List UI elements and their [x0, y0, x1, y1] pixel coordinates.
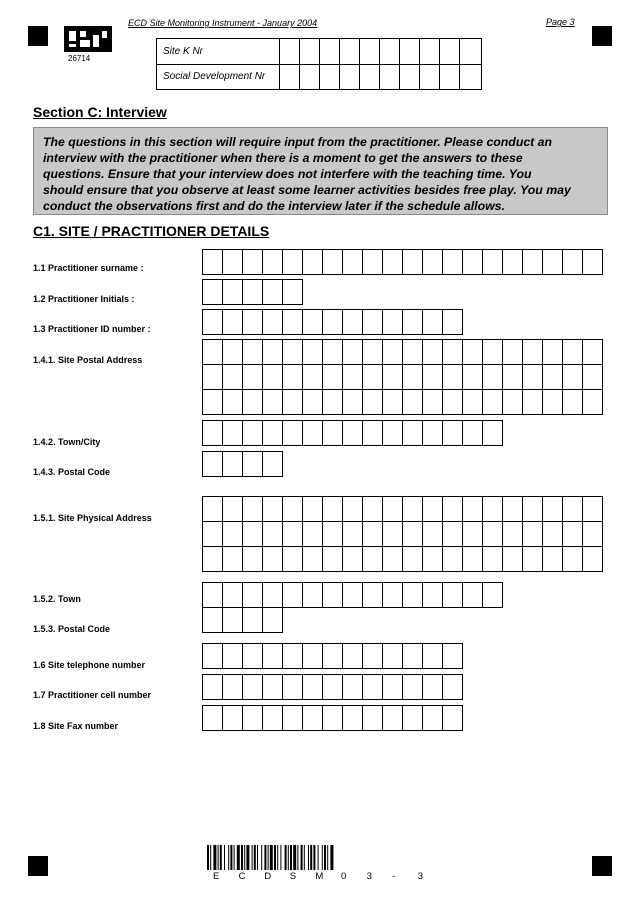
- telephone-input-grid[interactable]: [202, 643, 463, 669]
- initials-label: 1.2 Practitioner Initials :: [33, 294, 135, 304]
- registration-mark-top-right: [592, 26, 612, 46]
- section-title: Section C: Interview: [33, 104, 167, 120]
- form-logo-icon: [64, 26, 112, 52]
- input-cell[interactable]: [223, 250, 243, 275]
- input-cell[interactable]: [483, 365, 503, 390]
- input-cell[interactable]: [323, 522, 343, 547]
- input-cell[interactable]: [443, 365, 463, 390]
- input-cell[interactable]: [443, 547, 463, 572]
- input-cell[interactable]: [283, 644, 303, 669]
- input-cell[interactable]: [203, 280, 223, 305]
- input-cell[interactable]: [343, 583, 363, 608]
- input-cell[interactable]: [483, 421, 503, 446]
- input-cell[interactable]: [523, 340, 543, 365]
- physical-address-label: 1.5.1. Site Physical Address: [33, 513, 152, 523]
- input-cell[interactable]: [283, 547, 303, 572]
- input-cell[interactable]: [363, 675, 383, 700]
- input-cell[interactable]: [423, 310, 443, 335]
- input-cell[interactable]: [383, 497, 403, 522]
- input-cell[interactable]: [443, 497, 463, 522]
- input-cell[interactable]: [323, 250, 343, 275]
- barcode-icon: [207, 845, 429, 870]
- input-cell[interactable]: [263, 280, 283, 305]
- input-cell[interactable]: [383, 390, 403, 415]
- postal-code-label: 1.4.3. Postal Code: [33, 467, 111, 477]
- barcode-char: -: [392, 871, 396, 882]
- input-cell[interactable]: [363, 644, 383, 669]
- input-cell[interactable]: [343, 340, 363, 365]
- input-cell[interactable]: [543, 497, 563, 522]
- input-cell[interactable]: [443, 583, 463, 608]
- input-cell[interactable]: [403, 365, 423, 390]
- input-cell[interactable]: [383, 421, 403, 446]
- input-cell[interactable]: [423, 250, 443, 275]
- input-cell[interactable]: [203, 250, 223, 275]
- input-cell[interactable]: [343, 522, 363, 547]
- fax-input-grid[interactable]: [202, 705, 463, 731]
- input-cell[interactable]: [423, 390, 443, 415]
- input-cell[interactable]: [303, 522, 323, 547]
- input-cell[interactable]: [583, 250, 603, 275]
- input-cell[interactable]: [363, 497, 383, 522]
- input-cell[interactable]: [523, 497, 543, 522]
- input-cell[interactable]: [363, 365, 383, 390]
- social-dev-row: [157, 64, 481, 89]
- physical-address-input-grid[interactable]: [202, 496, 603, 572]
- input-cell[interactable]: [383, 522, 403, 547]
- input-cell[interactable]: [403, 644, 423, 669]
- input-cell[interactable]: [263, 310, 283, 335]
- input-cell[interactable]: [263, 365, 283, 390]
- input-cell[interactable]: [223, 421, 243, 446]
- input-cell[interactable]: [223, 547, 243, 572]
- input-cell[interactable]: [243, 250, 263, 275]
- input-cell[interactable]: [363, 421, 383, 446]
- input-cell[interactable]: [523, 547, 543, 572]
- input-cell[interactable]: [283, 390, 303, 415]
- input-cell[interactable]: [503, 497, 523, 522]
- input-cell[interactable]: [503, 522, 523, 547]
- input-cell[interactable]: [223, 340, 243, 365]
- input-cell[interactable]: [223, 608, 243, 633]
- barcode-char: D: [264, 871, 272, 882]
- input-cell[interactable]: [383, 675, 403, 700]
- input-cell[interactable]: [223, 280, 243, 305]
- instructions-line: conduct the observations first and do the interview later if the schedule allows.: [43, 199, 505, 213]
- input-cell[interactable]: [543, 547, 563, 572]
- input-cell[interactable]: [563, 497, 583, 522]
- input-cell[interactable]: [483, 497, 503, 522]
- barcode-char: 0: [340, 871, 347, 882]
- input-cell[interactable]: [523, 390, 543, 415]
- barcode-char: E: [213, 871, 220, 882]
- input-cell[interactable]: [283, 522, 303, 547]
- input-cell[interactable]: [443, 706, 463, 731]
- input-cell[interactable]: [203, 583, 223, 608]
- input-cell[interactable]: [323, 706, 343, 731]
- input-cell[interactable]: [463, 497, 483, 522]
- physical-postal-code-label: 1.5.3. Postal Code: [33, 624, 111, 634]
- input-cell[interactable]: [403, 497, 423, 522]
- input-cell[interactable]: [223, 644, 243, 669]
- input-cell[interactable]: [443, 340, 463, 365]
- input-cell[interactable]: [283, 675, 303, 700]
- input-cell[interactable]: [563, 390, 583, 415]
- telephone-label: 1.6 Site telephone number: [33, 660, 146, 670]
- input-cell[interactable]: [363, 547, 383, 572]
- input-cell[interactable]: [203, 644, 223, 669]
- input-cell[interactable]: [203, 310, 223, 335]
- input-cell[interactable]: [283, 583, 303, 608]
- town-input-grid[interactable]: [202, 582, 503, 608]
- input-cell[interactable]: [263, 497, 283, 522]
- input-cell[interactable]: [203, 452, 223, 477]
- input-cell[interactable]: [343, 547, 363, 572]
- physical-postal-code-input-grid[interactable]: [202, 607, 283, 633]
- input-cell[interactable]: [223, 497, 243, 522]
- input-cell[interactable]: [243, 547, 263, 572]
- input-cell[interactable]: [283, 497, 303, 522]
- input-cell[interactable]: [243, 340, 263, 365]
- input-cell[interactable]: [403, 522, 423, 547]
- instructions-box: [33, 127, 608, 215]
- input-cell[interactable]: [343, 497, 363, 522]
- input-cell[interactable]: [323, 497, 343, 522]
- cell-label: 1.7 Practitioner cell number: [33, 690, 152, 700]
- input-cell[interactable]: [323, 340, 343, 365]
- input-cell[interactable]: [423, 547, 443, 572]
- input-cell[interactable]: [423, 644, 443, 669]
- input-cell[interactable]: [223, 675, 243, 700]
- input-cell[interactable]: [383, 365, 403, 390]
- input-cell[interactable]: [363, 706, 383, 731]
- input-cell[interactable]: [243, 365, 263, 390]
- input-cell[interactable]: [263, 547, 283, 572]
- input-cell[interactable]: [463, 365, 483, 390]
- input-cell[interactable]: [363, 340, 383, 365]
- input-cell[interactable]: [443, 310, 463, 335]
- input-cell[interactable]: [363, 250, 383, 275]
- input-cell[interactable]: [343, 675, 363, 700]
- input-cell[interactable]: [203, 497, 223, 522]
- input-cell[interactable]: [303, 706, 323, 731]
- input-cell[interactable]: [383, 250, 403, 275]
- input-cell[interactable]: [283, 310, 303, 335]
- input-cell[interactable]: [223, 390, 243, 415]
- input-cell[interactable]: [403, 310, 423, 335]
- input-cell[interactable]: [323, 675, 343, 700]
- input-cell[interactable]: [323, 390, 343, 415]
- input-cell[interactable]: [263, 452, 283, 477]
- input-cell[interactable]: [543, 340, 563, 365]
- input-cell[interactable]: [203, 547, 223, 572]
- input-cell[interactable]: [243, 522, 263, 547]
- input-cell[interactable]: [443, 675, 463, 700]
- input-cell[interactable]: [483, 250, 503, 275]
- input-cell[interactable]: [483, 522, 503, 547]
- input-cell[interactable]: [403, 706, 423, 731]
- input-cell[interactable]: [303, 390, 323, 415]
- input-cell[interactable]: [503, 250, 523, 275]
- input-cell[interactable]: [483, 390, 503, 415]
- input-cell[interactable]: [323, 644, 343, 669]
- input-cell[interactable]: [403, 340, 423, 365]
- input-cell[interactable]: [463, 547, 483, 572]
- input-cell[interactable]: [303, 675, 323, 700]
- input-cell[interactable]: [383, 310, 403, 335]
- site-k-label: Site K Nr: [163, 46, 204, 57]
- input-cell[interactable]: [463, 522, 483, 547]
- input-cell[interactable]: [423, 675, 443, 700]
- cell-input-grid[interactable]: [202, 674, 463, 700]
- input-cell[interactable]: [523, 365, 543, 390]
- input-cell[interactable]: [263, 250, 283, 275]
- input-cell[interactable]: [403, 583, 423, 608]
- input-cell[interactable]: [423, 706, 443, 731]
- input-cell[interactable]: [543, 250, 563, 275]
- postal-code-input-grid[interactable]: [202, 451, 283, 477]
- input-cell[interactable]: [283, 421, 303, 446]
- input-cell[interactable]: [303, 310, 323, 335]
- input-cell[interactable]: [303, 421, 323, 446]
- input-cell[interactable]: [423, 522, 443, 547]
- input-cell[interactable]: [543, 365, 563, 390]
- input-cell[interactable]: [203, 390, 223, 415]
- input-cell[interactable]: [323, 310, 343, 335]
- town-label: 1.5.2. Town: [33, 594, 81, 604]
- input-cell[interactable]: [243, 421, 263, 446]
- input-cell[interactable]: [583, 547, 603, 572]
- input-cell[interactable]: [583, 390, 603, 415]
- input-cell[interactable]: [223, 365, 243, 390]
- registration-mark-top-left: [28, 26, 48, 46]
- input-cell[interactable]: [223, 310, 243, 335]
- input-cell[interactable]: [283, 280, 303, 305]
- barcode-char: C: [238, 871, 246, 882]
- input-cell[interactable]: [343, 250, 363, 275]
- postal-address-label: 1.4.1. Site Postal Address: [33, 355, 143, 365]
- input-cell[interactable]: [323, 547, 343, 572]
- input-cell[interactable]: [463, 421, 483, 446]
- social-dev-cells[interactable]: [279, 64, 479, 89]
- input-cell[interactable]: [283, 365, 303, 390]
- input-cell[interactable]: [503, 390, 523, 415]
- input-cell[interactable]: [583, 522, 603, 547]
- id-number-label: 1.3 Practitioner ID number :: [33, 324, 151, 334]
- postal-address-input-grid[interactable]: [202, 339, 603, 415]
- instructions-line: should ensure that you observe at least some learner activities besides free play. You may: [43, 183, 571, 197]
- input-cell[interactable]: [243, 452, 263, 477]
- input-cell[interactable]: [223, 706, 243, 731]
- input-cell[interactable]: [443, 421, 463, 446]
- input-cell[interactable]: [403, 390, 423, 415]
- site-k-cells[interactable]: [279, 39, 479, 64]
- input-cell[interactable]: [423, 583, 443, 608]
- input-cell[interactable]: [363, 583, 383, 608]
- input-cell[interactable]: [283, 706, 303, 731]
- input-cell[interactable]: [203, 522, 223, 547]
- form-number: 26714: [68, 54, 91, 63]
- input-cell[interactable]: [443, 390, 463, 415]
- registration-mark-bottom-right: [592, 856, 612, 876]
- input-cell[interactable]: [583, 340, 603, 365]
- input-cell[interactable]: [243, 706, 263, 731]
- input-cell[interactable]: [263, 340, 283, 365]
- input-cell[interactable]: [503, 365, 523, 390]
- surname-label: 1.1 Practitioner surname :: [33, 263, 144, 273]
- input-cell[interactable]: [303, 583, 323, 608]
- barcode-text: [213, 871, 443, 882]
- input-cell[interactable]: [563, 547, 583, 572]
- input-cell[interactable]: [203, 365, 223, 390]
- instructions-line: questions. Ensure that your interview does not interfere with the teaching time. You: [43, 167, 532, 181]
- input-cell[interactable]: [463, 390, 483, 415]
- input-cell[interactable]: [243, 675, 263, 700]
- input-cell[interactable]: [303, 547, 323, 572]
- town-city-label: 1.4.2. Town/City: [33, 437, 101, 447]
- input-cell[interactable]: [403, 250, 423, 275]
- barcode-char: 3: [366, 871, 372, 882]
- input-cell[interactable]: [303, 340, 323, 365]
- input-cell[interactable]: [463, 583, 483, 608]
- input-cell[interactable]: [543, 522, 563, 547]
- input-cell[interactable]: [243, 608, 263, 633]
- barcode-char: 3: [417, 871, 424, 882]
- input-cell[interactable]: [303, 497, 323, 522]
- input-cell[interactable]: [283, 340, 303, 365]
- subsection-title: C1. SITE / PRACTITIONER DETAILS: [33, 223, 270, 239]
- input-cell[interactable]: [363, 390, 383, 415]
- input-cell[interactable]: [403, 675, 423, 700]
- input-cell[interactable]: [323, 365, 343, 390]
- input-cell[interactable]: [243, 280, 263, 305]
- input-cell[interactable]: [423, 497, 443, 522]
- input-cell[interactable]: [563, 522, 583, 547]
- input-cell[interactable]: [383, 644, 403, 669]
- input-cell[interactable]: [263, 421, 283, 446]
- input-cell[interactable]: [563, 340, 583, 365]
- input-cell[interactable]: [303, 250, 323, 275]
- input-cell[interactable]: [463, 340, 483, 365]
- input-cell[interactable]: [243, 583, 263, 608]
- input-cell[interactable]: [323, 583, 343, 608]
- input-cell[interactable]: [263, 675, 283, 700]
- site-id-table: [156, 38, 482, 90]
- input-cell[interactable]: [263, 644, 283, 669]
- input-cell[interactable]: [243, 497, 263, 522]
- input-cell[interactable]: [583, 365, 603, 390]
- input-cell[interactable]: [423, 421, 443, 446]
- input-cell[interactable]: [483, 547, 503, 572]
- instructions-line: The questions in this section will require input from the practitioner. Please conduct an: [43, 135, 553, 149]
- page-number: Page 3: [546, 17, 575, 27]
- input-cell[interactable]: [303, 644, 323, 669]
- input-cell[interactable]: [583, 497, 603, 522]
- input-cell[interactable]: [423, 365, 443, 390]
- input-cell[interactable]: [223, 583, 243, 608]
- input-cell[interactable]: [203, 675, 223, 700]
- input-cell[interactable]: [503, 547, 523, 572]
- input-cell[interactable]: [203, 340, 223, 365]
- registration-mark-bottom-left: [28, 856, 48, 876]
- input-cell[interactable]: [383, 706, 403, 731]
- input-cell[interactable]: [383, 547, 403, 572]
- site-k-row: [157, 39, 481, 65]
- input-cell[interactable]: [243, 390, 263, 415]
- input-cell[interactable]: [343, 390, 363, 415]
- input-cell[interactable]: [263, 608, 283, 633]
- input-cell[interactable]: [383, 583, 403, 608]
- id-number-input-grid[interactable]: [202, 309, 463, 335]
- input-cell[interactable]: [483, 340, 503, 365]
- input-cell[interactable]: [463, 250, 483, 275]
- input-cell[interactable]: [343, 644, 363, 669]
- input-cell[interactable]: [503, 340, 523, 365]
- header-title: ECD Site Monitoring Instrument - January 2004: [128, 18, 318, 28]
- barcode-char: S: [289, 871, 297, 882]
- input-cell[interactable]: [263, 522, 283, 547]
- input-cell[interactable]: [443, 250, 463, 275]
- input-cell[interactable]: [203, 608, 223, 633]
- surname-input-grid[interactable]: [202, 249, 603, 275]
- input-cell[interactable]: [223, 522, 243, 547]
- input-cell[interactable]: [363, 310, 383, 335]
- input-cell[interactable]: [403, 547, 423, 572]
- input-cell[interactable]: [543, 390, 563, 415]
- social-dev-label: Social Development Nr: [163, 71, 266, 82]
- input-cell[interactable]: [343, 421, 363, 446]
- input-cell[interactable]: [563, 250, 583, 275]
- instructions-line: interview with the practitioner when there is a moment to get the answers to these: [43, 151, 523, 165]
- input-cell[interactable]: [203, 706, 223, 731]
- input-cell[interactable]: [343, 310, 363, 335]
- initials-input-grid[interactable]: [202, 279, 303, 305]
- input-cell[interactable]: [343, 706, 363, 731]
- input-cell[interactable]: [223, 452, 243, 477]
- input-cell[interactable]: [443, 644, 463, 669]
- input-cell[interactable]: [203, 421, 223, 446]
- input-cell[interactable]: [523, 250, 543, 275]
- barcode-char: M: [315, 871, 324, 882]
- input-cell[interactable]: [363, 522, 383, 547]
- input-cell[interactable]: [243, 644, 263, 669]
- input-cell[interactable]: [563, 365, 583, 390]
- input-cell[interactable]: [343, 365, 363, 390]
- input-cell[interactable]: [263, 390, 283, 415]
- input-cell[interactable]: [243, 310, 263, 335]
- fax-label: 1.8 Site Fax number: [33, 721, 119, 731]
- input-cell[interactable]: [443, 522, 463, 547]
- input-cell[interactable]: [323, 421, 343, 446]
- input-cell[interactable]: [403, 421, 423, 446]
- input-cell[interactable]: [423, 340, 443, 365]
- input-cell[interactable]: [263, 706, 283, 731]
- input-cell[interactable]: [523, 522, 543, 547]
- town-city-input-grid[interactable]: [202, 420, 503, 446]
- input-cell[interactable]: [263, 583, 283, 608]
- input-cell[interactable]: [383, 340, 403, 365]
- input-cell[interactable]: [303, 365, 323, 390]
- input-cell[interactable]: [483, 583, 503, 608]
- input-cell[interactable]: [283, 250, 303, 275]
